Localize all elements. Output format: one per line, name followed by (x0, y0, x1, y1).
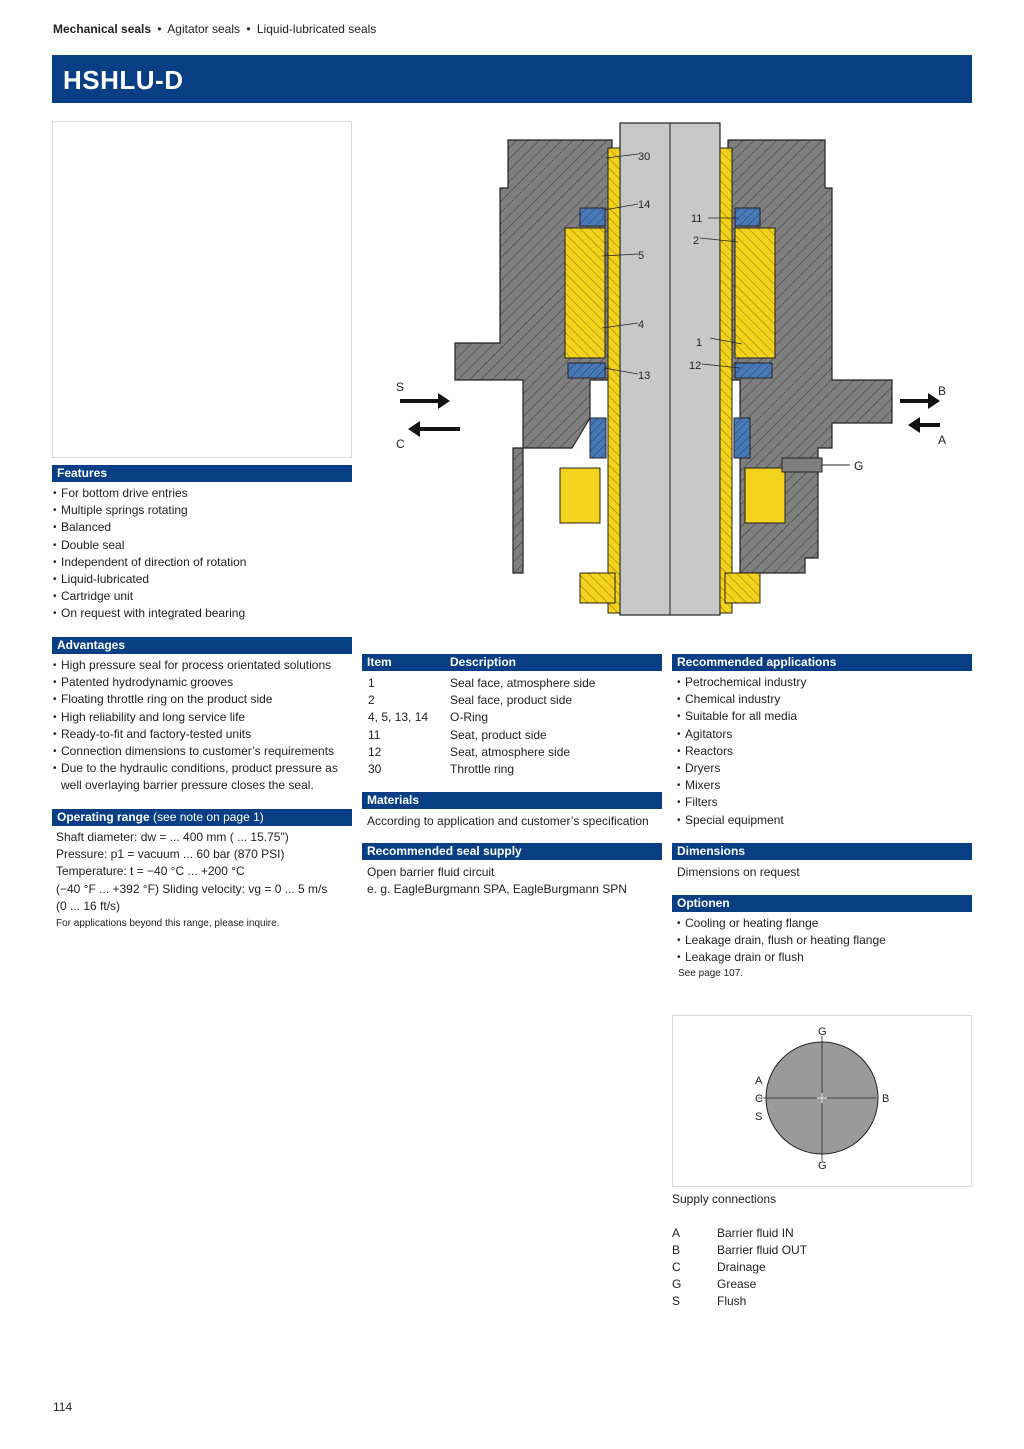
seal-supply-section (362, 843, 662, 898)
dimensions-section (672, 843, 972, 881)
legend-label: Flush (717, 1294, 747, 1309)
application-item: • Special equipment (676, 812, 972, 829)
breadcrumb-item: Agitator seals (167, 22, 240, 36)
page-title: HSHLU-D (63, 65, 184, 95)
table-cell-desc: O-Ring (450, 710, 489, 724)
diagram-label-right: B (882, 1093, 890, 1105)
operating-range-line: Temperature: t = −40 °C ... +200 °C (56, 864, 245, 879)
feature-item: • On request with integrated bearing (52, 605, 352, 622)
table-cell-desc: Seat, atmosphere side (450, 745, 571, 759)
legend-code: C (672, 1260, 681, 1275)
legend-code: G (672, 1277, 682, 1292)
callout-12: 12 (689, 360, 702, 372)
optionen-section (672, 895, 972, 979)
diagram-label-s: S (755, 1111, 763, 1123)
diagram-label-bottom: G (818, 1160, 827, 1172)
column-header-item: Item (367, 655, 392, 669)
operating-range-heading (52, 809, 352, 826)
application-item: • Chemical industry (676, 691, 972, 708)
port-label-g: G (854, 459, 864, 473)
materials-text: According to application and customer’s specification (367, 814, 649, 828)
port-label-b: B (938, 384, 947, 398)
table-cell-item: 30 (368, 762, 382, 776)
supply-connections-diagram (673, 1016, 971, 1186)
seal-cross-section-drawing (380, 118, 970, 618)
callout-11: 11 (691, 213, 703, 225)
application-item: • Filters (676, 794, 972, 811)
legend-code: B (672, 1243, 681, 1258)
operating-range-line: Pressure: p1 = vacuum ... 60 bar (870 PSI) (56, 847, 285, 862)
legend-code: S (672, 1294, 681, 1309)
advantage-item: • High reliability and long service life (52, 709, 352, 726)
operating-range-footnote: For applications beyond this range, please inquire. (56, 918, 280, 930)
option-item: • Cooling or heating flange (676, 915, 972, 932)
features-heading: Features (52, 465, 352, 482)
supply-connections-legend (672, 1191, 972, 1311)
dimensions-heading: Dimensions (672, 843, 972, 860)
title-bar (52, 55, 972, 103)
feature-item: • Multiple springs rotating (52, 502, 352, 519)
table-cell-item: 1 (368, 676, 375, 690)
page-number: 114 (53, 1400, 73, 1414)
features-section (52, 465, 352, 623)
breadcrumb-separator: • (157, 22, 162, 36)
table-cell-item: 4, 5, 13, 14 (368, 710, 429, 724)
port-arrow-s (400, 393, 450, 409)
callout-30: 30 (638, 151, 651, 163)
table-cell-desc: Seat, product side (450, 728, 547, 742)
feature-item: • For bottom drive entries (52, 485, 352, 502)
legend-label: Barrier fluid IN (717, 1226, 794, 1241)
callout-2: 2 (693, 235, 700, 247)
optionen-note: See page 107. (678, 967, 744, 979)
port-arrow-c (408, 421, 460, 437)
callout-4: 4 (638, 319, 645, 331)
table-cell-item: 12 (368, 745, 382, 759)
operating-range-section (52, 809, 352, 932)
application-item: • Agitators (676, 726, 972, 743)
advantage-item: • Floating throttle ring on the product side (52, 691, 352, 708)
advantage-item: • Connection dimensions to customer’s requirements (52, 743, 352, 760)
port-label-s: S (396, 380, 405, 394)
materials-section (362, 792, 662, 830)
option-item: • Leakage drain, flush or heating flange (676, 932, 972, 949)
port-arrow-b (900, 393, 940, 409)
diagram-label-a: A (755, 1075, 763, 1087)
diagram-label-c: C (755, 1093, 763, 1105)
feature-item: • Independent of direction of rotation (52, 554, 352, 571)
advantages-heading: Advantages (52, 637, 352, 654)
seal-supply-line: Open barrier fluid circuit (367, 865, 495, 879)
applications-heading: Recommended applications (672, 654, 972, 671)
option-item: • Leakage drain or flush (676, 949, 972, 966)
operating-range-line: (−40 °F ... +392 °F) Sliding velocity: vg = 0 ... 5 m/s (56, 881, 328, 896)
legend-code: A (672, 1226, 681, 1241)
feature-item: • Liquid-lubricated (52, 571, 352, 588)
feature-item: • Double seal (52, 537, 352, 554)
table-cell-item: 2 (368, 693, 375, 707)
callout-13: 13 (638, 370, 651, 382)
application-item: • Mixers (676, 777, 972, 794)
breadcrumb-lead: Mechanical seals (53, 22, 152, 36)
items-table-header (362, 654, 662, 671)
feature-item: • Balanced (52, 519, 352, 536)
advantage-item: • Due to the hydraulic conditions, product pressure as well overlaying barrier pressure closes the seal. (52, 760, 352, 794)
port-arrow-a (908, 417, 940, 433)
legend-label: Drainage (717, 1260, 766, 1275)
supply-diagram-frame (672, 1015, 972, 1187)
port-label-a: A (938, 433, 947, 447)
product-image-frame (52, 121, 352, 458)
callout-14: 14 (638, 199, 651, 211)
application-item: • Reactors (676, 743, 972, 760)
sleeve-left (608, 148, 620, 613)
legend-label: Barrier fluid OUT (717, 1243, 808, 1258)
advantages-section (52, 637, 352, 795)
feature-item: • Cartridge unit (52, 588, 352, 605)
advantage-item: • Ready-to-fit and factory-tested units (52, 726, 352, 743)
callout-5: 5 (638, 250, 645, 262)
column-header-description: Description (450, 655, 517, 669)
applications-section (672, 654, 972, 829)
table-cell-desc: Seal face, atmosphere side (450, 676, 596, 690)
callout-1: 1 (696, 337, 703, 349)
legend-label: Grease (717, 1277, 757, 1292)
table-cell-desc: Throttle ring (450, 762, 515, 776)
operating-range-line: (0 ... 16 ft/s) (56, 898, 121, 913)
operating-range-title: Operating range (57, 810, 150, 824)
supply-connections-heading: Supply connections (672, 1192, 777, 1206)
materials-heading: Materials (362, 792, 662, 809)
breadcrumb-separator: • (246, 22, 251, 36)
port-label-c: C (396, 437, 405, 451)
items-table (362, 654, 662, 784)
table-cell-item: 11 (368, 728, 381, 742)
breadcrumb (53, 22, 376, 36)
breadcrumb-item: Liquid-lubricated seals (256, 22, 377, 36)
application-item: • Suitable for all media (676, 708, 972, 725)
optionen-heading: Optionen (672, 895, 972, 912)
advantage-item: • High pressure seal for process orientated solutions (52, 657, 352, 674)
application-item: • Dryers (676, 760, 972, 777)
operating-range-note: (see note on page 1) (153, 810, 264, 824)
application-item: • Petrochemical industry (676, 674, 972, 691)
table-cell-desc: Seal face, product side (450, 693, 573, 707)
advantage-item: • Patented hydrodynamic grooves (52, 674, 352, 691)
diagram-label-top: G (818, 1026, 827, 1038)
operating-range-line: Shaft diameter: dw = ... 400 mm ( ... 15.75") (56, 830, 289, 844)
seal-supply-line: e. g. EagleBurgmann SPA, EagleBurgmann SPN (367, 882, 627, 897)
dimensions-text: Dimensions on request (677, 865, 800, 879)
seal-supply-heading: Recommended seal supply (362, 843, 662, 860)
